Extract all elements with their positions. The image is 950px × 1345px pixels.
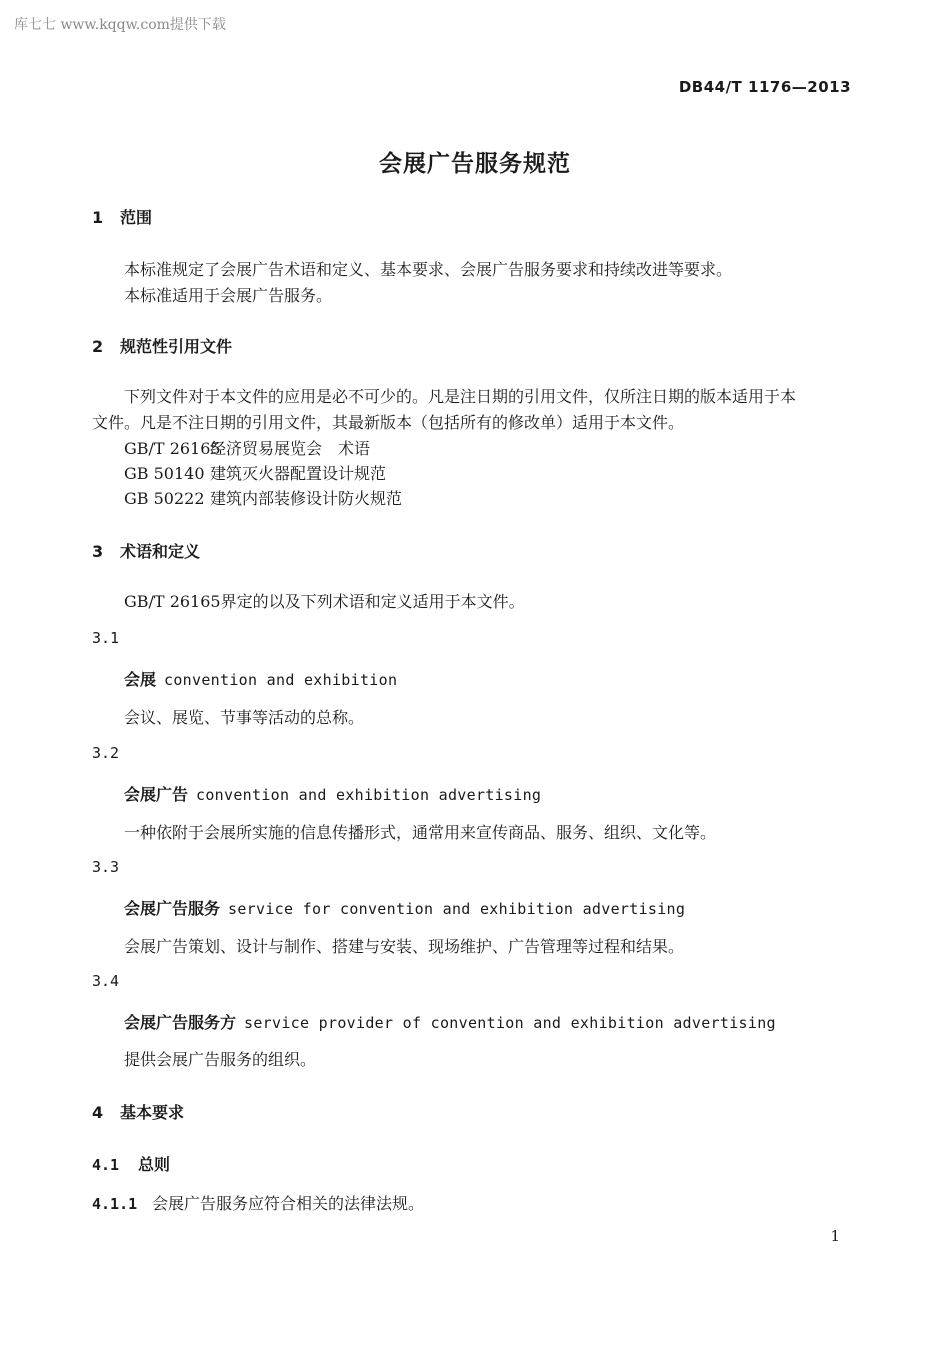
term-chinese: 会展广告服务方 <box>124 1013 237 1032</box>
term-english: service for convention and exhibition advertising <box>228 900 686 918</box>
term-chinese: 会展广告 <box>124 785 189 804</box>
watermark-text: 库七七 www.kqqw.com提供下载 <box>14 17 226 33</box>
reference-item <box>124 436 370 459</box>
section-number: 3 <box>92 542 104 561</box>
reference-name: 建筑内部装修设计防火规范 <box>210 489 403 508</box>
section-2-heading <box>92 334 232 357</box>
section-number: 4 <box>92 1103 104 1122</box>
document-title: 会展广告服务规范 <box>379 151 571 177</box>
term-definition: 会展广告策划、设计与制作、搭建与安装、现场维护、广告管理等过程和结果。 <box>124 937 685 956</box>
clause-4-1-1 <box>92 1191 424 1214</box>
section-title: 规范性引用文件 <box>120 337 233 356</box>
clause-number: 3.1 <box>92 629 120 647</box>
term-english: service provider of convention and exhibition advertising <box>244 1014 776 1032</box>
section-title: 基本要求 <box>120 1103 185 1122</box>
section-number: 2 <box>92 337 104 356</box>
term-definition: 会议、展览、节事等活动的总称。 <box>124 708 365 727</box>
reference-name: 建筑灭火器配置设计规范 <box>210 464 387 483</box>
term-heading <box>124 667 397 690</box>
section-number: 1 <box>92 208 104 227</box>
term-english: convention and exhibition advertising <box>196 786 542 804</box>
reference-name: 经济贸易展览会 术语 <box>210 439 371 458</box>
term-heading <box>124 782 541 805</box>
section-1-heading <box>92 205 152 228</box>
reference-item <box>124 461 386 484</box>
term-definition: 一种依附于会展所实施的信息传播形式，通常用来宣传商品、服务、组织、文化等。 <box>124 823 717 842</box>
section-3-heading <box>92 539 200 562</box>
reference-code: GB 50140 <box>124 464 205 483</box>
clause-number: 3.4 <box>92 972 120 990</box>
term-chinese: 会展 <box>124 670 157 689</box>
section-3-intro: GB/T 26165界定的以及下列术语和定义适用于本文件。 <box>124 592 525 611</box>
clause-number: 4.1.1 <box>92 1195 138 1213</box>
term-english: convention and exhibition <box>164 671 398 689</box>
section-4-heading <box>92 1100 184 1123</box>
section-2-paragraph-line-1: 下列文件对于本文件的应用是必不可少的。凡是注日期的引用文件，仅所注日期的版本适用于本 <box>124 387 797 406</box>
subsection-heading <box>92 1152 170 1175</box>
term-definition: 提供会展广告服务的组织。 <box>124 1050 317 1069</box>
term-heading <box>124 896 685 919</box>
section-title: 术语和定义 <box>120 542 201 561</box>
reference-code: GB 50222 <box>124 489 205 508</box>
reference-code: GB/T 26165 <box>124 439 221 458</box>
term-chinese: 会展广告服务 <box>124 899 221 918</box>
clause-text: 会展广告服务应符合相关的法律法规。 <box>152 1194 425 1213</box>
term-heading <box>124 1010 776 1033</box>
section-1-paragraph-1: 本标准规定了会展广告术语和定义、基本要求、会展广告服务要求和持续改进等要求。 <box>124 260 733 279</box>
reference-item <box>124 486 402 509</box>
section-2-paragraph-line-2: 文件。凡是不注日期的引用文件，其最新版本（包括所有的修改单）适用于本文件。 <box>92 413 685 432</box>
standard-code: DB44/T 1176—2013 <box>678 78 851 96</box>
subsection-number: 4.1 <box>92 1156 120 1174</box>
subsection-title: 总则 <box>138 1155 171 1174</box>
clause-number: 3.3 <box>92 858 120 876</box>
section-1-paragraph-2: 本标准适用于会展广告服务。 <box>124 286 333 305</box>
section-title: 范围 <box>120 208 153 227</box>
clause-number: 3.2 <box>92 744 120 762</box>
page-number: 1 <box>830 1227 840 1245</box>
